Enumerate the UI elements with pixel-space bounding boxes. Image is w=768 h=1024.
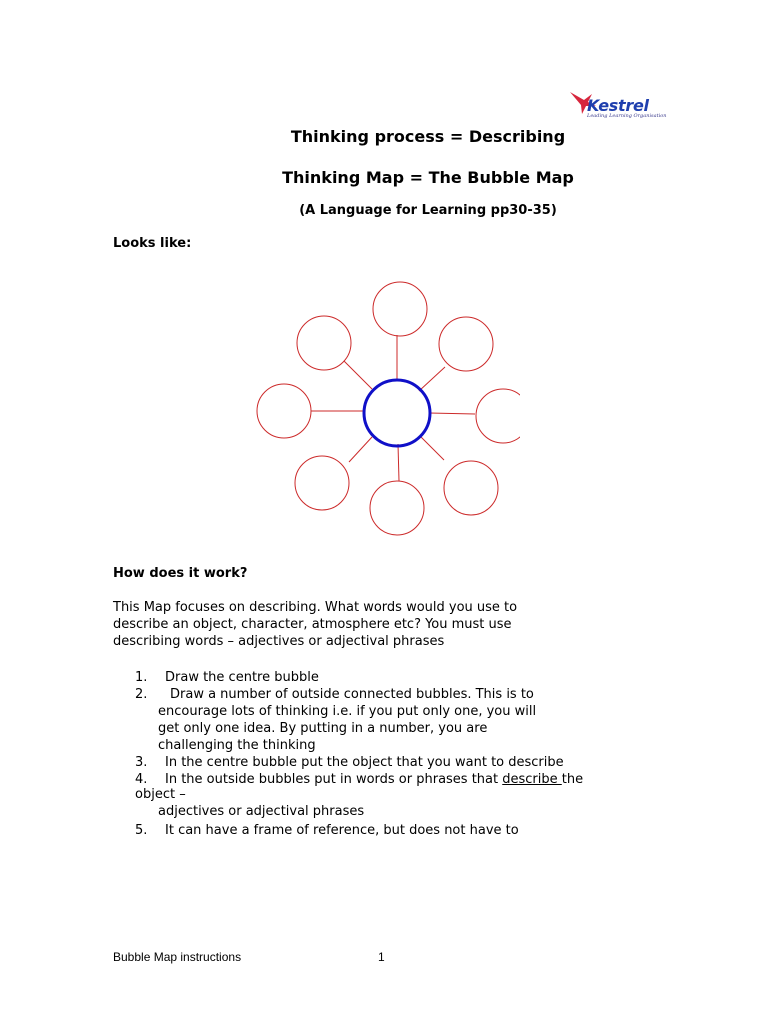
- center-bubble: [364, 380, 430, 446]
- list-item-text: get only one idea. By putting in a number, you are: [158, 721, 488, 736]
- list-item-number: 3.: [135, 755, 148, 770]
- looks-like-label: Looks like:: [113, 236, 192, 251]
- underlined-word: describe: [502, 772, 562, 787]
- list-item-text: Draw the centre bubble: [165, 670, 319, 685]
- list-item-subtext: adjectives or adjectival phrases: [158, 804, 365, 819]
- list-item-text: challenging the thinking: [158, 738, 316, 753]
- list-item-text: encourage lots of thinking i.e. if you put only one, you will: [158, 704, 537, 719]
- list-item-continuation: object –: [135, 787, 186, 802]
- outer-bubble: [439, 317, 493, 371]
- list-item-text: In the centre bubble put the object that you want to describe: [165, 755, 564, 770]
- connector-line: [429, 413, 475, 414]
- how-heading: How does it work?: [113, 566, 248, 581]
- title-map: Thinking Map = The Bubble Map: [282, 168, 574, 187]
- connector-line: [419, 367, 445, 391]
- connector-line: [420, 436, 444, 460]
- connector-line: [349, 437, 372, 462]
- connector-line: [398, 444, 399, 481]
- intro-line: This Map focuses on describing. What words would you use to: [113, 600, 518, 615]
- title-process: Thinking process = Describing: [290, 127, 566, 146]
- outer-bubble: [444, 461, 498, 515]
- bubble-map-diagram: [250, 278, 520, 543]
- outer-bubble: [373, 282, 427, 336]
- outer-bubble: [370, 481, 424, 535]
- list-item-number: 2.: [135, 687, 148, 702]
- outer-bubble: [476, 389, 520, 443]
- list-item-number: 4.: [135, 772, 148, 787]
- reference-line: (A Language for Learning pp30-35): [299, 203, 557, 218]
- intro-line: describing words – adjectives or adjectival phrases: [113, 634, 445, 649]
- footer-doc-name: Bubble Map instructions: [113, 950, 242, 964]
- logo-brand: Kestrel: [587, 96, 649, 115]
- list-item-text-before: In the outside bubbles put in words or phrases that: [165, 772, 503, 787]
- list-item-text: [165, 771, 583, 788]
- outer-bubble: [297, 316, 351, 370]
- intro-line: describe an object, character, atmosphere etc? You must use: [113, 617, 512, 632]
- logo-tagline: Leading Learning Organisation: [587, 113, 667, 119]
- page-number: 1: [378, 950, 385, 964]
- list-item-number: 1.: [135, 670, 148, 685]
- list-item-text-after: the: [561, 772, 584, 787]
- connector-line: [344, 361, 372, 389]
- list-item-text: Draw a number of outside connected bubbles. This is to: [170, 687, 534, 702]
- list-item-text: It can have a frame of reference, but does not have to: [165, 823, 519, 838]
- list-item-number: 5.: [135, 823, 148, 838]
- outer-bubble: [295, 456, 349, 510]
- outer-bubble: [257, 384, 311, 438]
